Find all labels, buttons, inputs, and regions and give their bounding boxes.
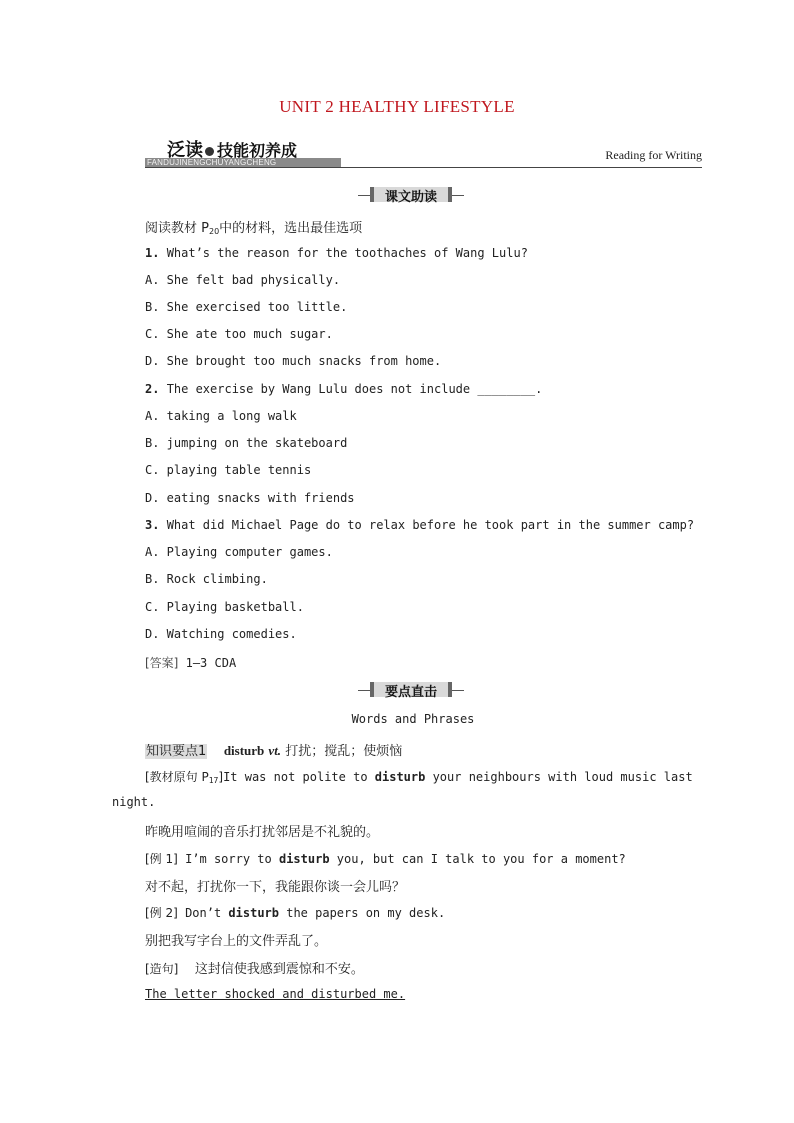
example-text: the papers on my desk. — [279, 906, 446, 920]
example-text: I’m sorry to — [185, 852, 279, 866]
banner-title — [167, 136, 297, 162]
heading-label: 要点直击 — [384, 685, 437, 700]
option: B. Rock climbing. — [145, 572, 268, 586]
option: D. She brought too much snacks from home. — [145, 354, 442, 368]
option: C. She ate too much sugar. — [145, 327, 333, 341]
point-pos: vt. — [268, 743, 282, 758]
answer-text: 1—3 CDA — [185, 656, 237, 670]
option: C. playing table tennis — [145, 463, 312, 477]
question-text: The exercise by Wang Lulu does not include ________. — [166, 382, 543, 396]
example-keyword: disturb — [228, 906, 279, 920]
question-2 — [145, 382, 542, 396]
question-number: 3. — [145, 518, 160, 532]
option: D. Watching comedies. — [145, 627, 297, 641]
instruction-suffix: 中的材料，选出最佳选项 — [219, 221, 363, 236]
header-rule — [145, 167, 702, 168]
instruction-prefix: 阅读教材 P — [145, 221, 209, 236]
example-1-translation: 对不起，打扰你一下，我能跟你谈一会儿吗？ — [145, 880, 406, 895]
source-translation: 昨晚用喧闹的音乐打扰邻居是不礼貌的。 — [145, 825, 380, 840]
option: C. Playing basketball. — [145, 600, 304, 614]
answer-line — [145, 654, 236, 671]
example-2-translation: 别把我写字台上的文件弄乱了。 — [145, 934, 328, 949]
question-text: What’s the reason for the toothaches of Wang Lulu? — [166, 246, 528, 260]
example-text: you, but can I talk to you for a moment? — [329, 852, 626, 866]
example-2 — [145, 904, 445, 921]
source-text: It was not polite to — [223, 770, 375, 784]
example-text: Don’t — [185, 906, 229, 920]
point-word: disturb — [223, 743, 265, 758]
option: B. She exercised too little. — [145, 300, 348, 314]
point-label: 知识要点1 — [146, 744, 207, 759]
banner-title-first: 泛读 — [167, 140, 203, 161]
reading-for-writing-label: Reading for Writing — [605, 148, 702, 162]
subheading: Words and Phrases — [351, 712, 475, 726]
heading-label: 课文助读 — [384, 190, 437, 205]
unit-title: UNIT 2 HEALTHY LIFESTYLE — [279, 97, 515, 116]
banner-pinyin: FANDUJINENGCHUYANGCHENG — [147, 158, 277, 167]
example-label: [例 1] — [145, 852, 178, 866]
source-sentence — [145, 768, 693, 785]
instruction-page: 20 — [208, 227, 220, 236]
section-heading-text-guide — [358, 187, 464, 203]
point-meaning: 打扰；搅乱；使烦恼 — [285, 744, 403, 759]
make-label: [造句] — [145, 962, 179, 976]
question-1 — [145, 246, 528, 260]
source-continuation: night. — [112, 795, 156, 809]
question-number: 1. — [145, 246, 160, 260]
example-keyword: disturb — [278, 852, 330, 866]
question-number: 2. — [145, 382, 160, 396]
knowledge-point — [145, 740, 402, 759]
instruction — [145, 217, 362, 236]
sentence-making — [145, 958, 364, 977]
option: A. She felt bad physically. — [145, 273, 341, 287]
source-keyword: disturb — [374, 770, 426, 784]
question-text: What did Michael Page do to relax before he took part in the summer camp? — [166, 518, 695, 532]
make-prompt: 这封信使我感到震惊和不安。 — [194, 962, 364, 977]
arrow-dot-icon — [205, 147, 214, 156]
banner-title-rest: 技能初养成 — [217, 141, 298, 160]
make-answer: The letter shocked and disturbed me. — [145, 987, 406, 1001]
option: A. Playing computer games. — [145, 545, 333, 559]
source-text: your neighbours with loud music last — [425, 770, 693, 784]
example-label: [例 2] — [145, 906, 178, 920]
source-bracket: ] — [218, 770, 224, 784]
option: A. taking a long walk — [145, 409, 297, 423]
example-1 — [145, 850, 626, 867]
option: B. jumping on the skateboard — [145, 436, 348, 450]
source-page: 17 — [208, 776, 219, 785]
question-3 — [145, 518, 694, 532]
section-heading-key-points — [358, 682, 464, 698]
section-banner — [145, 136, 343, 168]
answer-label: [答案] — [145, 656, 179, 670]
option: D. eating snacks with friends — [145, 491, 355, 505]
source-label: [教材原句 P — [145, 770, 209, 784]
